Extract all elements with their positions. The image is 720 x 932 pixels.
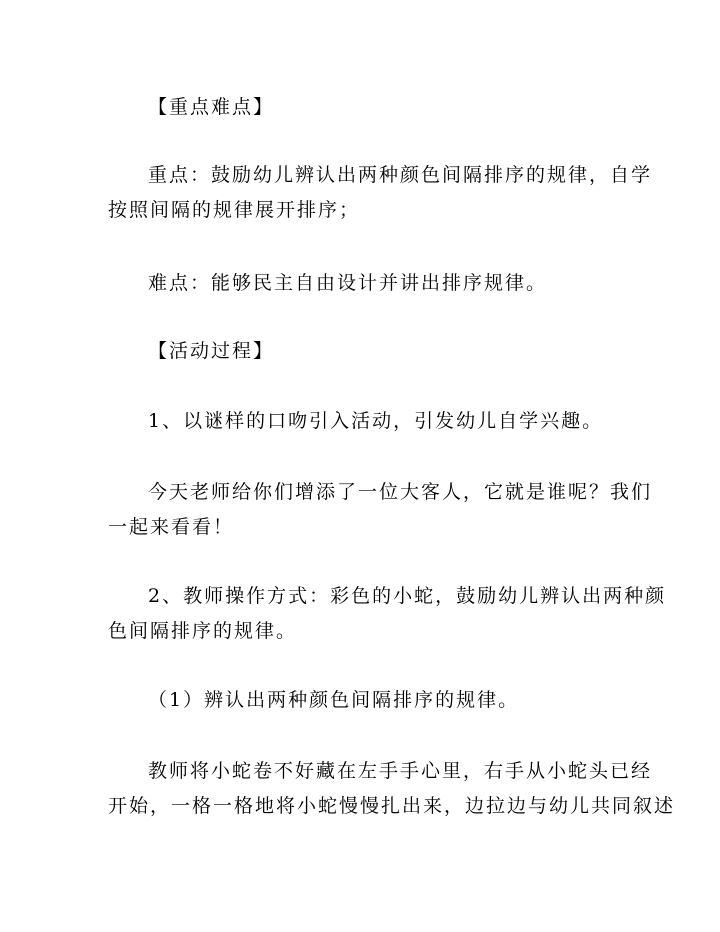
paragraph-line: 今天老师给你们增添了一位大客人，它就是谁呢？我们	[148, 481, 653, 503]
key-point-paragraph	[108, 158, 653, 228]
paragraph-line: 色间隔排序的规律。	[108, 620, 298, 642]
heading-text: 【重点难点】	[148, 96, 275, 118]
paragraph-line: 重点：鼓励幼儿辨认出两种颜色间隔排序的规律，自学	[148, 164, 653, 186]
paragraph-line: 一起来看看！	[108, 516, 235, 538]
difficulty-paragraph	[108, 266, 648, 301]
process-heading	[108, 334, 648, 369]
intro-paragraph	[108, 475, 653, 545]
paragraph-line: 开始，一格一格地将小蛇慢慢扎出来，边拉边与幼儿共同叙述	[108, 795, 676, 817]
paragraph-line: （1）辨认出两种颜色间隔排序的规律。	[148, 689, 520, 711]
paragraph-line: 按照间隔的规律展开排序；	[108, 199, 361, 221]
step-2-paragraph	[108, 579, 667, 649]
paragraph-line: 难点：能够民主自由设计并讲出排序规律。	[148, 272, 548, 294]
paragraph-line: 1、以谜样的口吻引入活动，引发幼儿自学兴趣。	[148, 410, 604, 432]
heading-text: 【活动过程】	[148, 340, 275, 362]
key-points-heading	[108, 90, 648, 125]
paragraph-line: 2、教师操作方式：彩色的小蛇，鼓励幼儿辨认出两种颜	[148, 585, 667, 607]
teacher-action-paragraph	[108, 754, 676, 824]
step-1-paragraph	[108, 404, 648, 439]
sub-step-1-paragraph	[108, 683, 648, 718]
paragraph-line: 教师将小蛇卷不好藏在左手手心里，右手从小蛇头已经	[148, 760, 653, 782]
